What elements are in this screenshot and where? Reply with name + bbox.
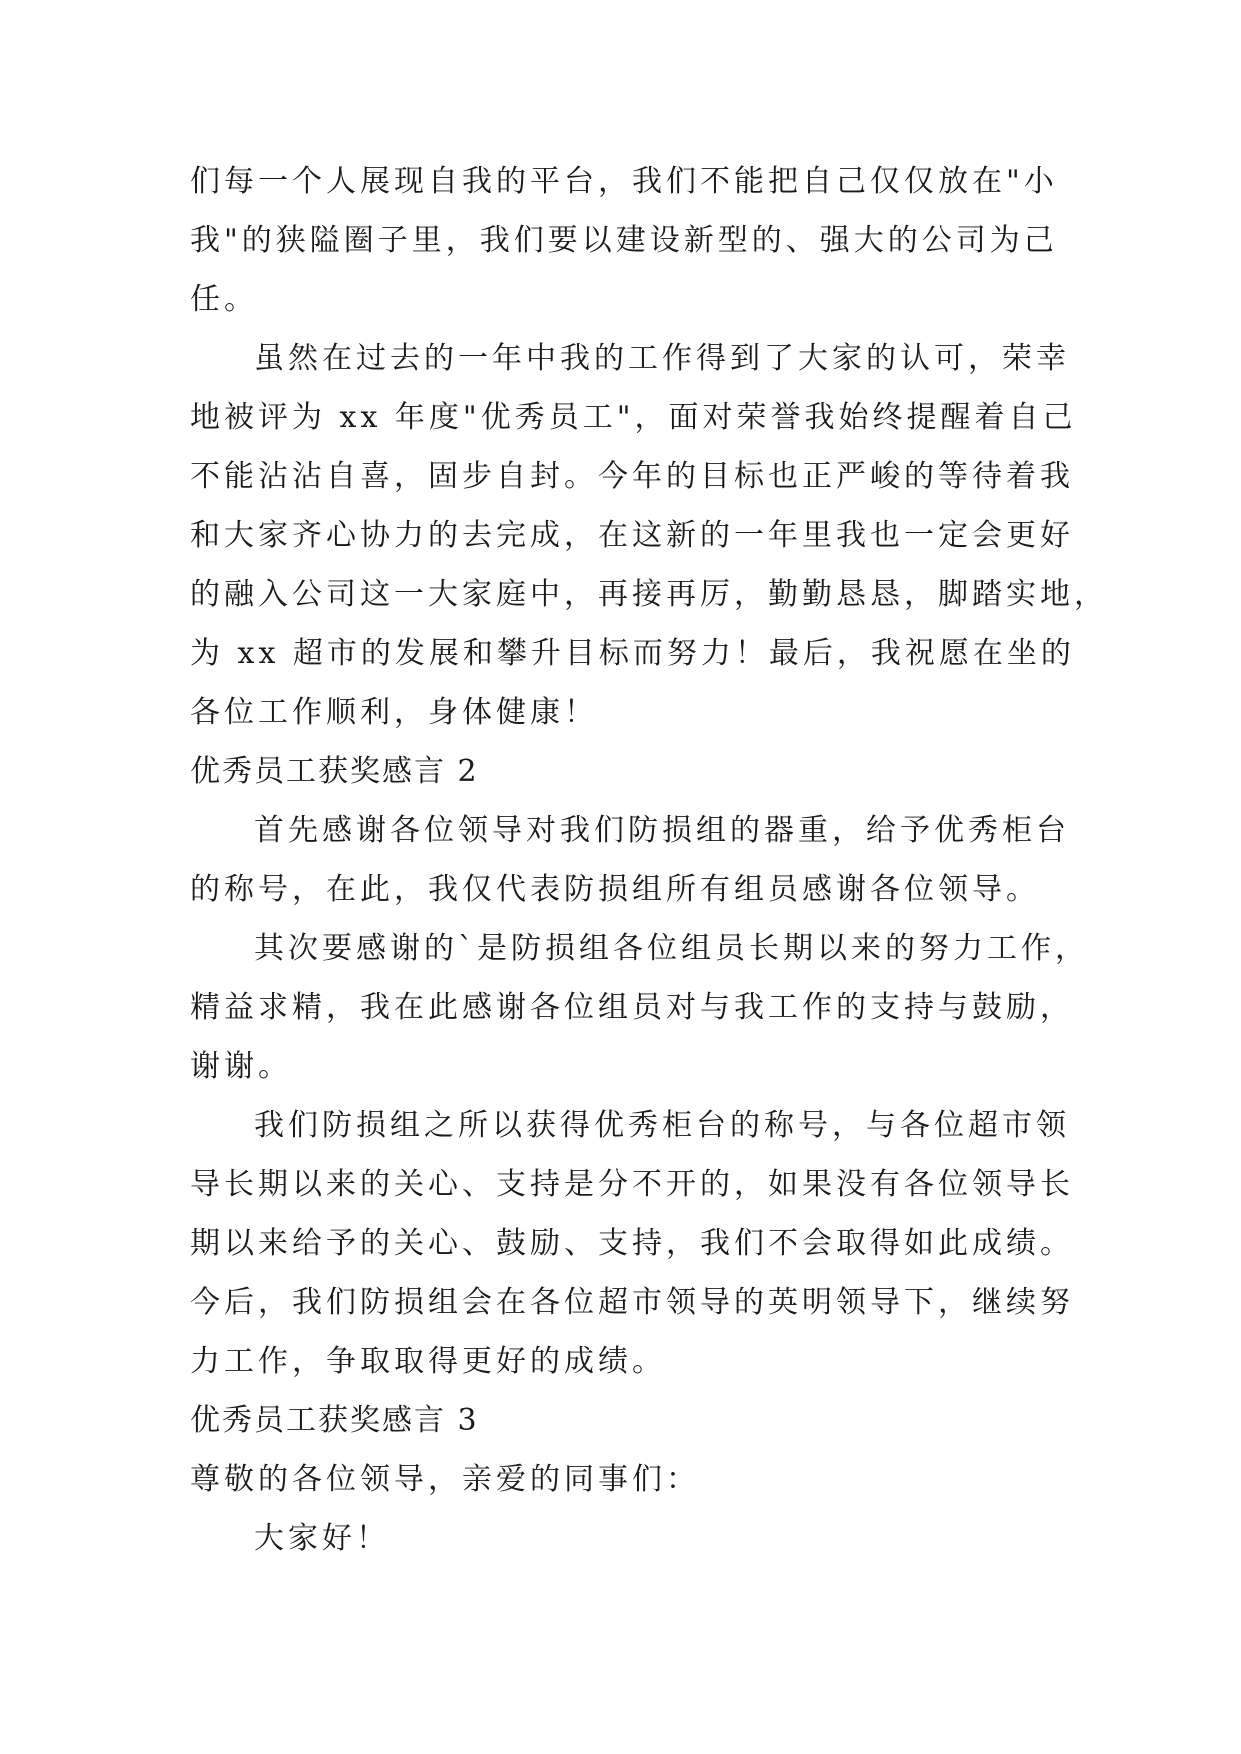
text-line: 的融入公司这一大家庭中，再接再厉，勤勤恳恳，脚踏实地， bbox=[190, 577, 1108, 612]
text-line: 不能沾沾自喜，固步自封。今年的目标也正严峻的等待着我 bbox=[190, 459, 1074, 494]
text-line: 地被评为 xx 年度"优秀员工"，面对荣誉我始终提醒着自己 bbox=[190, 400, 1077, 435]
text-line: 虽然在过去的一年中我的工作得到了大家的认可，荣幸 bbox=[254, 341, 1070, 376]
section-heading: 优秀员工获奖感言 2 bbox=[190, 754, 479, 789]
text-line: 我们防损组之所以获得优秀柜台的称号，与各位超市领 bbox=[254, 1108, 1070, 1143]
text-line: 精益求精，我在此感谢各位组员对与我工作的支持与鼓励， bbox=[190, 990, 1074, 1025]
text-line: 大家好！ bbox=[254, 1521, 390, 1556]
text-line: 为 xx 超市的发展和攀升目标而努力！最后，我祝愿在坐的 bbox=[190, 636, 1075, 671]
document-body bbox=[190, 152, 1108, 1568]
text-line: 我"的狭隘圈子里，我们要以建设新型的、强大的公司为己 bbox=[190, 223, 1058, 258]
text-line: 任。 bbox=[190, 282, 258, 317]
salutation bbox=[190, 1450, 1070, 1509]
text-line: 各位工作顺利，身体健康！ bbox=[190, 695, 598, 730]
text-line: 导长期以来的关心、支持是分不开的，如果没有各位领导长 bbox=[190, 1167, 1074, 1202]
paragraph bbox=[190, 329, 1108, 742]
text-line: 今后，我们防损组会在各位超市领导的英明领导下，继续努 bbox=[190, 1285, 1074, 1320]
paragraph bbox=[190, 919, 1089, 1096]
text-line: 和大家齐心协力的去完成，在这新的一年里我也一定会更好 bbox=[190, 518, 1074, 553]
paragraph bbox=[190, 801, 1070, 919]
text-line: 力工作，争取取得更好的成绩。 bbox=[190, 1344, 666, 1379]
paragraph bbox=[190, 1096, 1074, 1391]
text-line: 的称号，在此，我仅代表防损组所有组员感谢各位领导。 bbox=[190, 872, 1040, 907]
greeting bbox=[190, 1509, 1070, 1568]
paragraph bbox=[190, 152, 1070, 329]
section-heading: 优秀员工获奖感言 3 bbox=[190, 1403, 479, 1438]
text-line: 谢谢。 bbox=[190, 1049, 292, 1084]
text-line: 们每一个人展现自我的平台，我们不能把自己仅仅放在"小 bbox=[190, 164, 1058, 199]
text-line: 期以来给予的关心、鼓励、支持，我们不会取得如此成绩。 bbox=[190, 1226, 1074, 1261]
text-line: 首先感谢各位领导对我们防损组的器重，给予优秀柜台 bbox=[254, 813, 1070, 848]
text-line: 其次要感谢的`是防损组各位组员长期以来的努力工作， bbox=[254, 931, 1089, 966]
text-line: 尊敬的各位领导，亲爱的同事们： bbox=[190, 1462, 700, 1497]
